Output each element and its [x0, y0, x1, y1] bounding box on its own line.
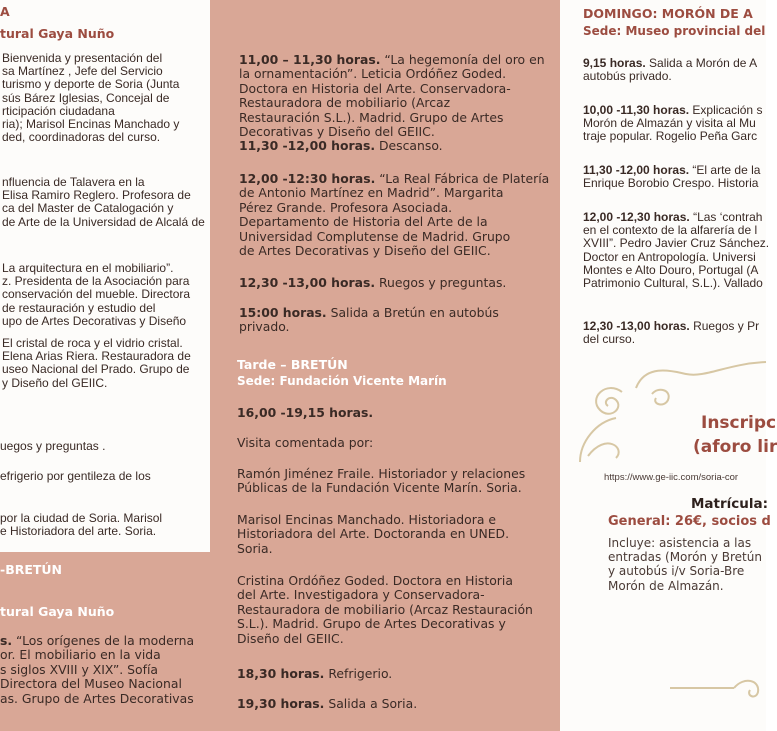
text-line: upo de Artes Decorativas y Diseño: [2, 313, 187, 328]
mid-paragraph-1: [239, 53, 545, 154]
text-line: z. Presidenta de la Asociación para: [2, 274, 190, 289]
text-line: Restauradora de mobiliario (Arcaz Restauración: [237, 601, 533, 617]
text-line: Marisol Encinas Manchado. Historiadora e: [237, 512, 496, 527]
middle-panel: [210, 0, 560, 731]
mid-paragraph-2: [239, 172, 549, 258]
text-line: rticipación ciudadana: [2, 103, 115, 118]
left-block-2: [2, 176, 205, 229]
text-line: Patrimonio Cultural, S.L.). Vallado: [583, 276, 763, 291]
text-line: traje popular. Rogelio Peña Garc: [583, 129, 758, 144]
left-block-6: [0, 470, 151, 483]
mid-paragraph-5: 16,00 -19,15 horas.: [237, 405, 374, 420]
right-paragraph-2: [583, 104, 762, 144]
right-panel: [560, 0, 777, 731]
text-line: de Artes Decorativas y Diseño del GEIIC.: [239, 243, 491, 259]
text-line: Elisa Ramiro Reglero. Profesora de: [2, 188, 191, 203]
text-line: ded, coordinadoras del curso.: [2, 130, 161, 145]
text-line: ca del Master de Catalogación y: [2, 201, 174, 216]
text-line: e Historiadora del arte. Soria.: [0, 524, 157, 539]
text-line: efrigerio por gentileza de los: [0, 469, 151, 483]
banner-text: [0, 634, 194, 706]
text-line: 10,00 -11,30 horas. Explicación s: [583, 103, 763, 117]
text-line: 12,30 -13,00 horas. Ruegos y Pr: [583, 319, 760, 333]
text-line: or. El mobiliario en la vida: [0, 647, 161, 663]
text-line: turismo y deporte de Soria (Junta: [2, 77, 180, 92]
left-block-1: [2, 52, 179, 144]
text-line: conservación del mueble. Directora: [2, 287, 191, 302]
text-line: Ramón Jiménez Fraile. Historiador y relaciones: [237, 466, 526, 481]
right-paragraph-3: [583, 164, 760, 190]
text-line: Públicas de la Fundación Vicente Marín. Soria.: [237, 480, 522, 496]
text-line: 9,15 horas. Salida a Morón de A: [583, 56, 758, 70]
left-sede: tural Gaya Nuño: [0, 26, 115, 41]
text-line: de Antonio Martínez en Madrid”. Margarita: [239, 185, 504, 201]
text-line: del curso.: [583, 332, 636, 347]
right-paragraph-1: [583, 57, 757, 83]
text-line: El cristal de roca y el vidrio cristal.: [2, 336, 183, 350]
left-block-5: [0, 440, 105, 453]
left-heading: A: [0, 4, 10, 19]
text-line: en el contexto de la alfarería de l: [583, 223, 758, 238]
text-line: ria); Marisol Encinas Manchado y: [2, 117, 180, 132]
text-line: 11,00 – 11,30 horas. “La hegemonía del oro en: [239, 52, 545, 67]
banner-title: -BRETÚN: [0, 562, 63, 577]
text-line: XVIII”. Pedro Javier Cruz Sánchez.: [583, 236, 770, 251]
text-line: Enrique Borobio Crespo. Historia: [583, 176, 759, 191]
text-line: autobús privado.: [583, 69, 672, 84]
text-line: 11,30 -12,00 horas. “El arte de la: [583, 163, 761, 177]
text-line: 11,30 -12,00 horas. Descanso.: [239, 138, 443, 154]
text-line: uegos y preguntas .: [0, 439, 106, 453]
ornament-line-icon: [670, 672, 766, 702]
mid-paragraph-4: [239, 306, 499, 335]
text-line: Bienvenida y presentación del: [2, 51, 163, 65]
text-line: Historiadora del Arte. Doctoranda en UNED.: [237, 526, 510, 542]
text-line: 15:00 horas. Salida a Bretún en autobús: [239, 305, 499, 320]
general-price: General: 26€, socios d: [608, 514, 771, 529]
right-paragraph-4: [583, 211, 769, 290]
text-line: de restauración y estudio del: [2, 300, 156, 315]
right-title: DOMINGO: MORÓN DE A: [583, 6, 753, 21]
text-line: privado.: [239, 319, 290, 335]
mid-paragraph-6: Visita comentada por:: [237, 435, 374, 450]
text-line: Pérez Grande. Profesora Asociada.: [239, 199, 453, 215]
mid-paragraph-3: 12,30 -13,00 horas. Ruegos y preguntas.: [239, 275, 507, 290]
left-block-3: [2, 262, 190, 328]
tarde-sede: Sede: Fundación Vicente Marín: [237, 374, 447, 388]
text-line: 12,00 -12,30 horas. “Las ‘contrah: [583, 210, 763, 224]
text-line: la ornamentación”. Leticia Ordóñez Goded.: [239, 66, 507, 82]
right-paragraph-5: [583, 320, 759, 346]
inscripcion-title: Inscripc: [701, 413, 777, 433]
text-line: Soria.: [237, 540, 273, 556]
text-line: y Diseño del GEIIC.: [2, 375, 108, 390]
text-line: Universidad Complutense de Madrid. Grupo: [239, 228, 511, 244]
text-line: de Arte de la Universidad de Alcalá de: [2, 214, 205, 229]
text-line: s. “Los orígenes de la moderna: [0, 633, 195, 648]
text-line: y autobús i/v Soria-Bre: [608, 564, 745, 579]
left-block-7: [0, 512, 162, 538]
text-line: Montes e Alto Douro, Portugal (A: [583, 262, 759, 277]
text-line: por la ciudad de Soria. Marisol: [0, 511, 163, 525]
left-panel: [0, 0, 210, 731]
left-banner: [0, 552, 210, 731]
mid-paragraph-9: [237, 574, 533, 646]
mid-paragraph-11: 19,30 horas. Salida a Soria.: [237, 696, 418, 711]
text-line: Doctor en Antropología. Universi: [583, 249, 756, 264]
text-line: Diseño del GEIIC.: [237, 630, 344, 646]
text-line: Cristina Ordóñez Goded. Doctora en Historia: [237, 573, 513, 588]
text-line: del Arte. Investigadora y Conservadora-: [237, 587, 485, 603]
tarde-title: Tarde – BRETÚN: [237, 357, 348, 372]
text-line: useo Nacional del Prado. Grupo de: [2, 362, 190, 377]
text-line: sús Bárez Iglesias, Concejal de: [2, 90, 170, 105]
text-line: Departamento de Historia del Arte de la: [239, 214, 488, 230]
text-line: Restauradora de mobiliario (Arcaz: [239, 95, 451, 111]
text-line: Decorativas y Diseño del GEIIC.: [239, 124, 435, 140]
text-line: entradas (Morón y Bretún: [608, 550, 762, 565]
mid-paragraph-7: [237, 467, 525, 496]
text-line: S.L.). Madrid. Grupo de Artes Decorativas y: [237, 616, 506, 632]
text-line: Incluye: asistencia a las: [608, 536, 752, 550]
mid-paragraph-8: [237, 513, 509, 556]
text-line: Morón de Almazán.: [608, 578, 724, 593]
text-line: s siglos XVIII y XIX”. Sofía: [0, 661, 158, 677]
text-line: 12,00 -12:30 horas. “La Real Fábrica de Platería: [239, 171, 550, 186]
text-line: Elena Arias Riera. Restauradora de: [2, 349, 191, 364]
text-line: Morón de Almazán y visita al Mu: [583, 116, 756, 131]
left-block-4: [2, 337, 191, 390]
registration-link[interactable]: https://www.ge-iic.com/soria-cor: [604, 472, 739, 483]
text-line: nfluencia de Talavera en la: [2, 175, 145, 189]
text-line: Directora del Museo Nacional: [0, 676, 182, 692]
incluye-text: [608, 536, 762, 593]
banner-sede: tural Gaya Nuño: [0, 604, 115, 619]
text-line: La arquitectura en el mobiliario”.: [2, 261, 174, 275]
matricula-label: Matrícula:: [691, 496, 769, 512]
aforo-title: (aforo lir: [693, 437, 777, 457]
mid-paragraph-10: 18,30 horas. Refrigerio.: [237, 666, 393, 681]
text-line: as. Grupo de Artes Decorativas: [0, 690, 194, 706]
right-sede: Sede: Museo provincial del: [583, 24, 766, 38]
text-line: sa Martínez , Jefe del Servicio: [2, 64, 163, 79]
text-line: Restauración S.L.). Madrid. Grupo de Artes: [239, 109, 504, 125]
text-line: Doctora en Historia del Arte. Conservadora-: [239, 80, 511, 96]
